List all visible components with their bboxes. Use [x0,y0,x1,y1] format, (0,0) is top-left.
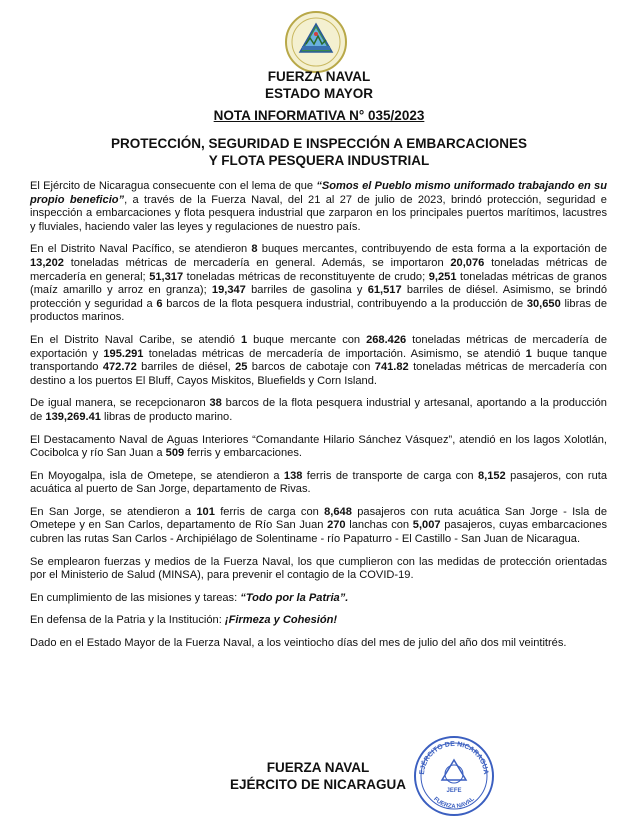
org-unit: ESTADO MAYOR [264,86,373,101]
figure: 195.291 [103,347,144,360]
paragraph-inland-waters [30,434,607,461]
figure: 13,202 [30,256,64,269]
text: En San Jorge, se atendieron a [30,505,197,518]
figure: 741.82 [374,361,409,374]
text: De igual manera, se recepcionaron [30,397,210,410]
text: ferris de transporte de carga con [302,469,478,482]
text: , a través de la Fuerza Naval, del 21 al 27 de julio de 2023, brindó protección, seguridad e inspección a embarcaciones y flota pesquera industrial que zarparon en los principales puertos marítimos, lacustres y fluviales, haciendo valer las leyes y regulaciones de nuestro país. [30,193,607,233]
figure: 268.426 [366,333,407,346]
text: buque tanque transportando [30,347,607,374]
text: ferris de carga con [214,505,325,518]
paragraph-health-measures [30,556,607,583]
text: En el Distrito Naval Caribe, se atendió [30,333,241,346]
text: En defensa de la Patria y la Institución: [30,614,225,627]
slogan-text: ¡Firmeza y Cohesión! [224,614,338,627]
text: Dado en el Estado Mayor de la Fuerza Naval, a los veintiocho días del mes de julio del año dos mil veintitrés. [30,637,567,650]
text: ferris y embarcaciones. [184,447,302,460]
figure: 38 [209,397,222,410]
paragraph-closing [30,637,607,651]
seal-text-top: EJÉRCITO DE NICARAGUA [418,740,490,775]
figure: 138 [283,469,303,482]
paragraph-intro [30,180,607,234]
figure: 8 [251,243,258,256]
title-line-1: PROTECCIÓN, SEGURIDAD E INSPECCIÓN A EMBARCACIONES [110,136,528,151]
figure: 472.72 [102,361,137,374]
text: buque mercante con [247,333,367,346]
svg-text:FUERZA NAVAL [432,796,476,810]
figure: 61,517 [367,284,402,297]
text: barriles de diésel. Asimismo, se brindó protección y seguridad a [30,284,607,310]
paragraph-mission [30,592,607,606]
text: barcos de la flota pesquera industrial y artesanal, aportando a la producción de [30,397,607,423]
document-title [0,135,638,169]
text: barcos de la flota pesquera industrial, contribuyendo a la producción de [162,297,527,310]
coat-of-arms-icon [284,10,348,74]
text: toneladas métricas de mercadería con destino a los puertos El Bluff, Cayos Miskitos, Bluefields y Corn Island. [30,361,607,387]
signature-army: EJÉRCITO DE NICARAGUA [229,777,407,792]
text: En Moyogalpa, isla de Ometepe, se atendieron a [30,469,284,482]
text: pasajeros con ruta acuática San Jorge - Isla de Ometepe y en San Carlos, departamento de Río San Juan [30,505,608,532]
text: toneladas métricas de mercadería de exportación y [30,333,607,360]
figure: 270 [327,519,346,532]
figure: 9,251 [428,270,457,283]
figure: 5,007 [412,519,441,532]
text: lanchas con [345,519,413,532]
figure: 19,347 [211,284,246,297]
text: buques mercantes, contribuyendo de esta forma a la exportación de [257,243,607,256]
seal-text-mid: JEFE [446,788,462,794]
text: toneladas métricas de mercadería en general; [30,256,607,283]
paragraph-defense [30,614,607,628]
note-number: NOTA INFORMATIVA N° 035/2023 [213,108,425,123]
figure: 6 [156,297,163,310]
figure: 20,076 [450,256,485,269]
paragraph-fishing [30,397,607,424]
figure: 8,152 [477,469,506,482]
signature-org: FUERZA NAVAL [266,760,370,775]
official-seal-icon [412,734,496,818]
figure: 139,269.41 [45,410,101,423]
text: libras de productos marinos. [30,297,607,324]
figure: 101 [196,505,215,518]
paragraph-pacific [30,243,607,325]
text: El Destacamento Naval de Aguas Interiores “Comandante Hilario Sánchez Vásquez”, atendió en los lagos Xolotlán, Cocibolca y río San Juan a [30,433,607,460]
figure: 25 [235,361,248,374]
document-body [30,180,607,660]
text: barcos de cabotaje con [247,361,375,374]
text: En cumplimiento de las misiones y tareas: [30,591,241,604]
title-line-2: Y FLOTA PESQUERA INDUSTRIAL [208,153,430,168]
figure: 1 [525,347,532,360]
text: En el Distrito Naval Pacífico, se atendieron [30,243,252,256]
figure: 51,317 [149,270,184,283]
text: pasajeros, cuyas embarcaciones cubren las rutas San Carlos - Archipiélago de Solentiname - río Papaturro - El Castillo - San Juan de Nicaragua. [30,519,608,546]
text: barriles de gasolina y [245,284,368,297]
paragraph-san-jorge [30,506,607,547]
text: toneladas métricas de mercadería de importación. Asimismo, se atendió [143,347,526,360]
figure: 1 [240,333,248,346]
figure: 30,650 [526,297,561,310]
text: toneladas métricas de reconstituyente de crudo; [183,270,429,283]
text: toneladas métricas de granos (maíz amarillo y arroz en granza); [30,270,607,297]
text: Se emplearon fuerzas y medios de la Fuerza Naval, los que cumplieron con las medidas de protección orientadas por el Ministerio de Salud (MINSA), para prevenir el contagio de la COVID-19. [30,555,607,582]
org-name: FUERZA NAVAL [267,69,371,84]
text: libras de producto marino. [100,410,233,423]
paragraph-moyogalpa [30,470,607,497]
text: toneladas métricas de mercadería en general. Además, se importaron [63,256,451,269]
figure: 509 [165,447,185,460]
text: barriles de diésel, [136,361,236,374]
figure: 8,648 [324,505,352,518]
text: El Ejército de Nicaragua consecuente con el lema de que [30,180,317,192]
slogan-text: “Todo por la Patria”. [240,591,349,604]
motto-text: “Somos el Pueblo mismo uniformado trabajando en su propio beneficio” [30,180,607,206]
paragraph-caribbean [30,334,607,388]
seal-text-bottom: FUERZA NAVAL [432,796,476,811]
text: pasajeros, con ruta acuática al puerto de San Jorge, departamento de Rivas. [30,469,607,496]
